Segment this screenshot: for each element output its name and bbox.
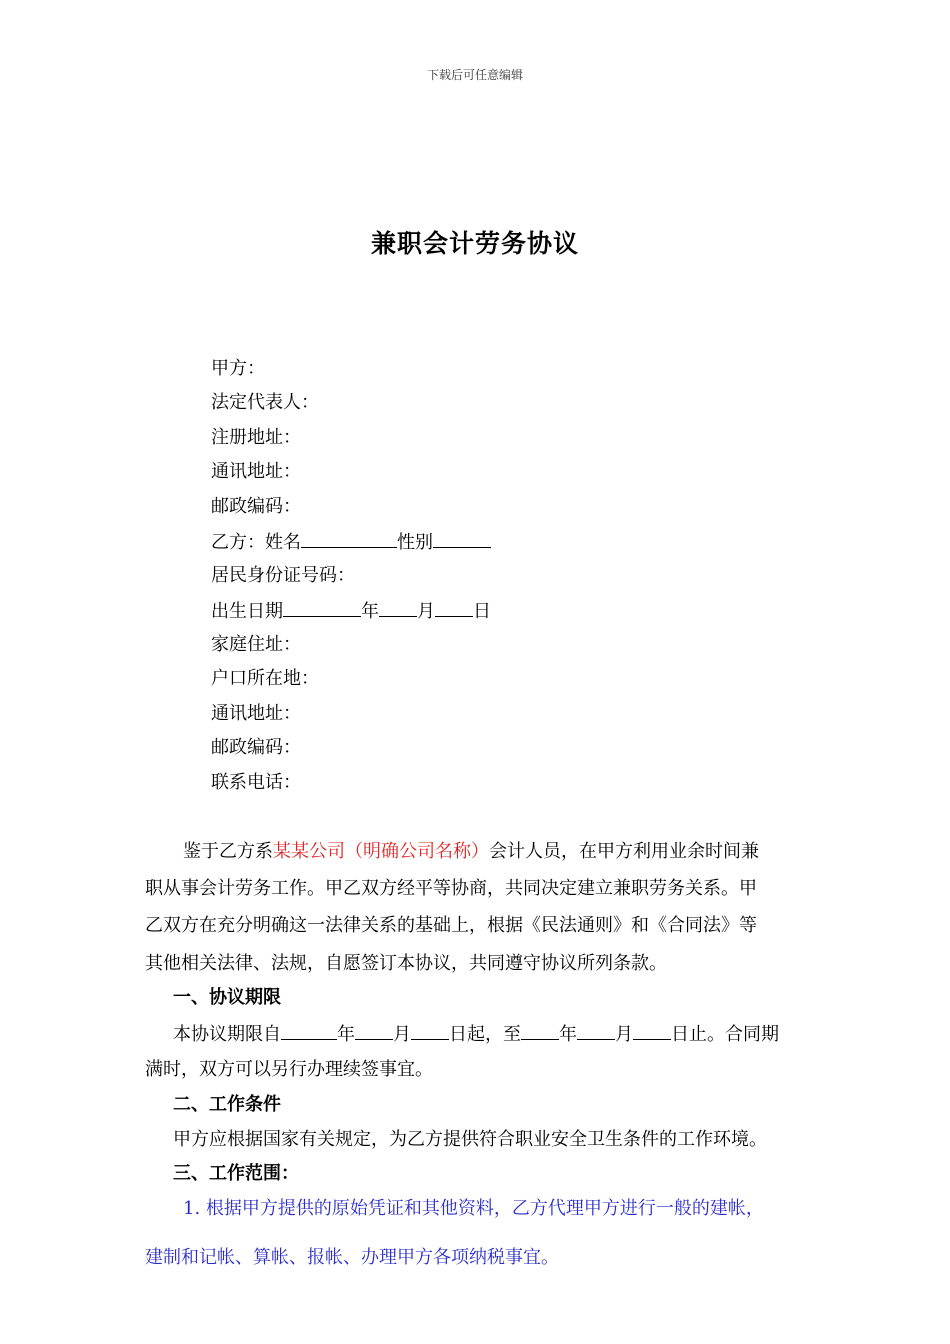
party-a-legal-rep: 法定代表人： (211, 392, 319, 413)
term-start-year-blank (281, 1021, 337, 1040)
term-from-label: 本协议期限自 (173, 1024, 281, 1045)
birth-day-blank (435, 598, 473, 617)
section-3-item-1-line-1: 1. 根据甲方提供的原始凭证和其他资料，乙方代理甲方进行一般的建帐， (183, 1198, 764, 1219)
term-end-month-label: 月 (615, 1024, 633, 1045)
term-start-label: 日起，至 (449, 1024, 521, 1045)
section-1-line-2: 满时，双方可以另行办理续签事宜。 (145, 1059, 433, 1080)
section-3-item-1-line-2: 建制和记帐、算帐、报帐、办理甲方各项纳税事宜。 (145, 1247, 559, 1268)
birth-day-label: 日 (473, 601, 491, 622)
section-3-title: 三、工作范围： (173, 1163, 299, 1184)
party-b-name-gender (211, 529, 491, 555)
party-a-reg-address: 注册地址： (211, 427, 301, 448)
gender-label: 性别 (397, 532, 433, 553)
preamble-line-4: 其他相关法律、法规，自愿签订本协议，共同遵守协议所列条款。 (145, 953, 667, 974)
party-a-postcode: 邮政编码： (211, 496, 301, 517)
term-start-month-blank (355, 1021, 393, 1040)
preamble-text-a: 鉴于乙方系 (183, 841, 273, 862)
party-b-phone: 联系电话： (211, 772, 301, 793)
term-start-month-label: 月 (393, 1024, 411, 1045)
birth-month-blank (379, 598, 417, 617)
preamble-line-3: 乙双方在充分明确这一法律关系的基础上，根据《民法通则》和《合同法》等 (145, 915, 757, 936)
term-end-day-blank (633, 1021, 671, 1040)
party-a-comm-address: 通讯地址： (211, 461, 301, 482)
term-end-month-blank (577, 1021, 615, 1040)
header-note: 下载后可任意编辑 (426, 68, 523, 82)
preamble-line-1 (183, 840, 759, 864)
gender-blank (433, 529, 491, 548)
birth-year-blank (283, 598, 361, 617)
document-title: 兼职会计劳务协议 (370, 229, 579, 258)
party-b-birth-date (211, 598, 491, 624)
party-a-label: 甲方： (211, 358, 265, 379)
birth-label: 出生日期 (211, 601, 283, 622)
section-1-line-1 (173, 1021, 779, 1047)
section-2-text: 甲方应根据国家有关规定，为乙方提供符合职业安全卫生条件的工作环境。 (173, 1129, 767, 1150)
term-start-day-blank (411, 1021, 449, 1040)
term-end-label: 日止。合同期 (671, 1024, 779, 1045)
term-start-year-label: 年 (337, 1024, 355, 1045)
birth-month-label: 月 (417, 601, 435, 622)
name-blank (301, 529, 397, 548)
preamble-text-b: 会计人员，在甲方利用业余时间兼 (489, 841, 759, 862)
party-b-name-label: 乙方：姓名 (211, 532, 301, 553)
preamble-line-2: 职从事会计劳务工作。甲乙双方经平等协商，共同决定建立兼职劳务关系。甲 (145, 878, 757, 899)
section-1-title: 一、协议期限 (173, 987, 281, 1008)
term-end-year-label: 年 (559, 1024, 577, 1045)
party-b-postcode: 邮政编码： (211, 737, 301, 758)
term-end-year-blank (521, 1021, 559, 1040)
birth-year-label: 年 (361, 601, 379, 622)
party-b-home-address: 家庭住址： (211, 634, 301, 655)
section-2-title: 二、工作条件 (173, 1094, 281, 1115)
party-b-comm-address: 通讯地址： (211, 703, 301, 724)
party-b-hukou: 户口所在地： (211, 668, 319, 689)
party-b-id-number: 居民身份证号码： (211, 565, 355, 586)
company-name-placeholder: 某某公司（明确公司名称） (273, 841, 489, 862)
